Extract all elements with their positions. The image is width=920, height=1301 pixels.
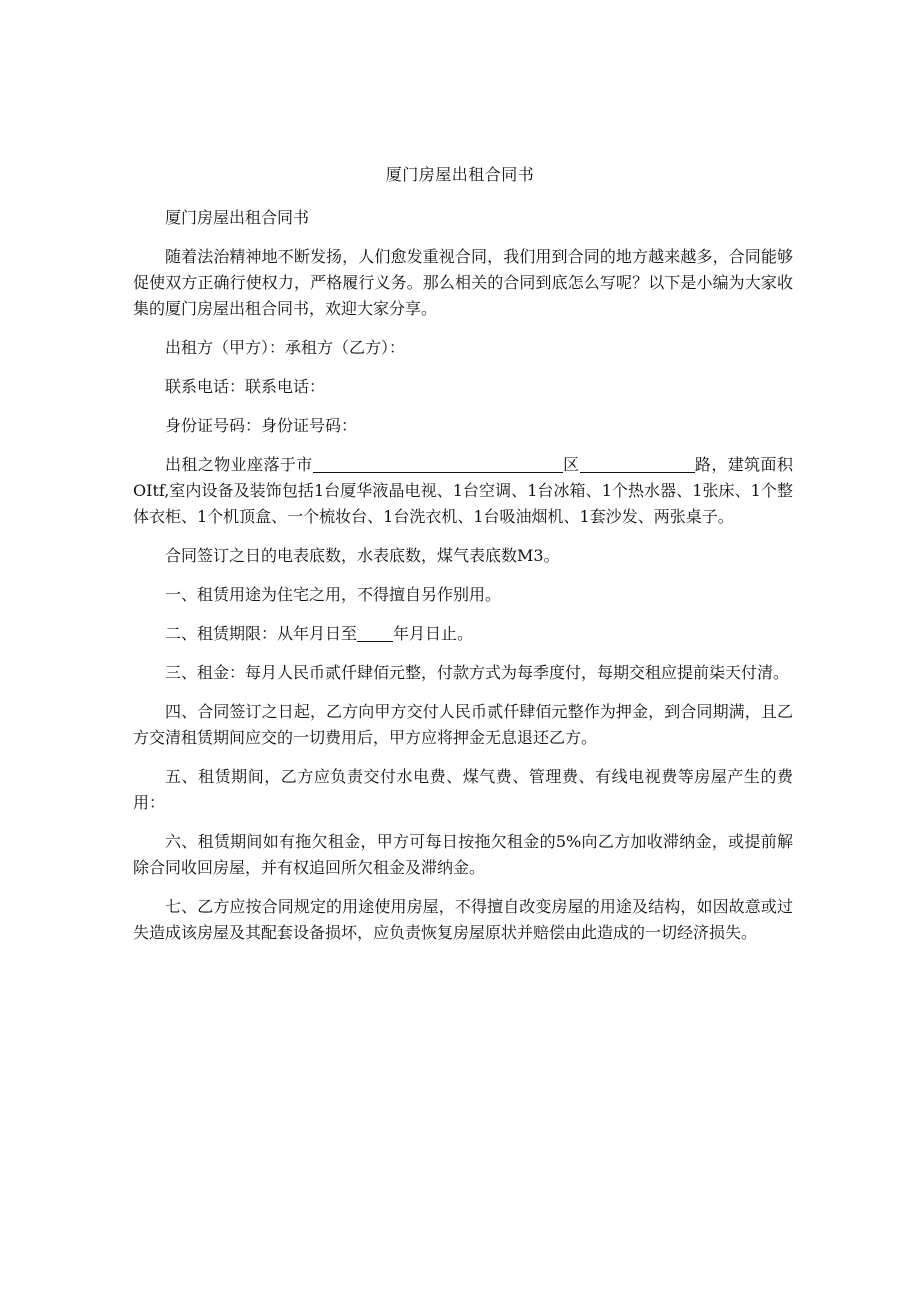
district-blank-line: [580, 454, 695, 473]
subtitle-paragraph: 厦门房屋出租合同书: [165, 208, 310, 227]
meters-paragraph: 合同签订之日的电表底数，水表底数，煤气表底数M3。: [165, 546, 560, 565]
document-title: 厦门房屋出租合同书: [385, 165, 535, 184]
document-body: [133, 205, 793, 959]
property-paragraph: [133, 452, 793, 530]
property-text-details: 路，建筑面积OItf,室内设备及装饰包括1台厦华液晶电视、1台空调、1台冰箱、1个热水器、1张床、1个整体衣柜、1个机顶盒、一个梳妆台、1台洗衣机、1台吸油烟机、1套沙发、两张桌子。: [133, 455, 793, 526]
clause-2-end: 年月日止。: [393, 624, 474, 643]
property-text-district: 区: [562, 455, 580, 474]
intro-paragraph: 随着法治精神地不断发扬，人们愈发重视合同，我们用到合同的地方越来越多，合同能够促使双方正确行使权力，严格履行义务。那么相关的合同到底怎么写呢？以下是小编为大家收集的厦门房屋出租合同书，欢迎大家分享。: [133, 247, 793, 318]
clause-6-paragraph: 六、租赁期间如有拖欠租金，甲方可每日按拖欠租金的5%向乙方加收滞纳金，或提前解除合同收回房屋，并有权追回所欠租金及滞纳金。: [133, 832, 793, 877]
property-text-city: 出租之物业座落于市: [165, 455, 313, 474]
clause-1-paragraph: 一、租赁用途为住宅之用，不得擅自另作别用。: [165, 585, 502, 604]
clause-2-paragraph: [133, 621, 793, 647]
clause-7-paragraph: 七、乙方应按合同规定的用途使用房屋，不得擅自改变房屋的用途及结构，如因故意或过失造成该房屋及其配套设备损坏，应负责恢复房屋原状并赔偿由此造成的一切经济损失。: [133, 897, 793, 942]
clause-3-paragraph: 三、租金：每月人民币贰仟肆佰元整，付款方式为每季度付，每期交租应提前柒天付清。: [165, 663, 790, 682]
clause-2-start: 二、租赁期限：从年月日至: [165, 624, 358, 643]
parties-paragraph: 出租方（甲方）：承租方（乙方）：: [165, 338, 406, 357]
id-number-paragraph: 身份证号码：身份证号码：: [165, 416, 358, 435]
phone-paragraph: 联系电话：联系电话：: [165, 377, 326, 396]
clause-4-paragraph: 四、合同签订之日起，乙方向甲方交付人民币贰仟肆佰元整作为押金，到合同期满，且乙方交清租赁期间应交的一切费用后，甲方应将押金无息退还乙方。: [133, 702, 793, 747]
year-blank-line: [357, 623, 393, 642]
city-blank-line: [313, 454, 563, 473]
clause-5-paragraph: 五、租赁期间，乙方应负责交付水电费、煤气费、管理费、有线电视费等房屋产生的费用：: [133, 767, 793, 812]
